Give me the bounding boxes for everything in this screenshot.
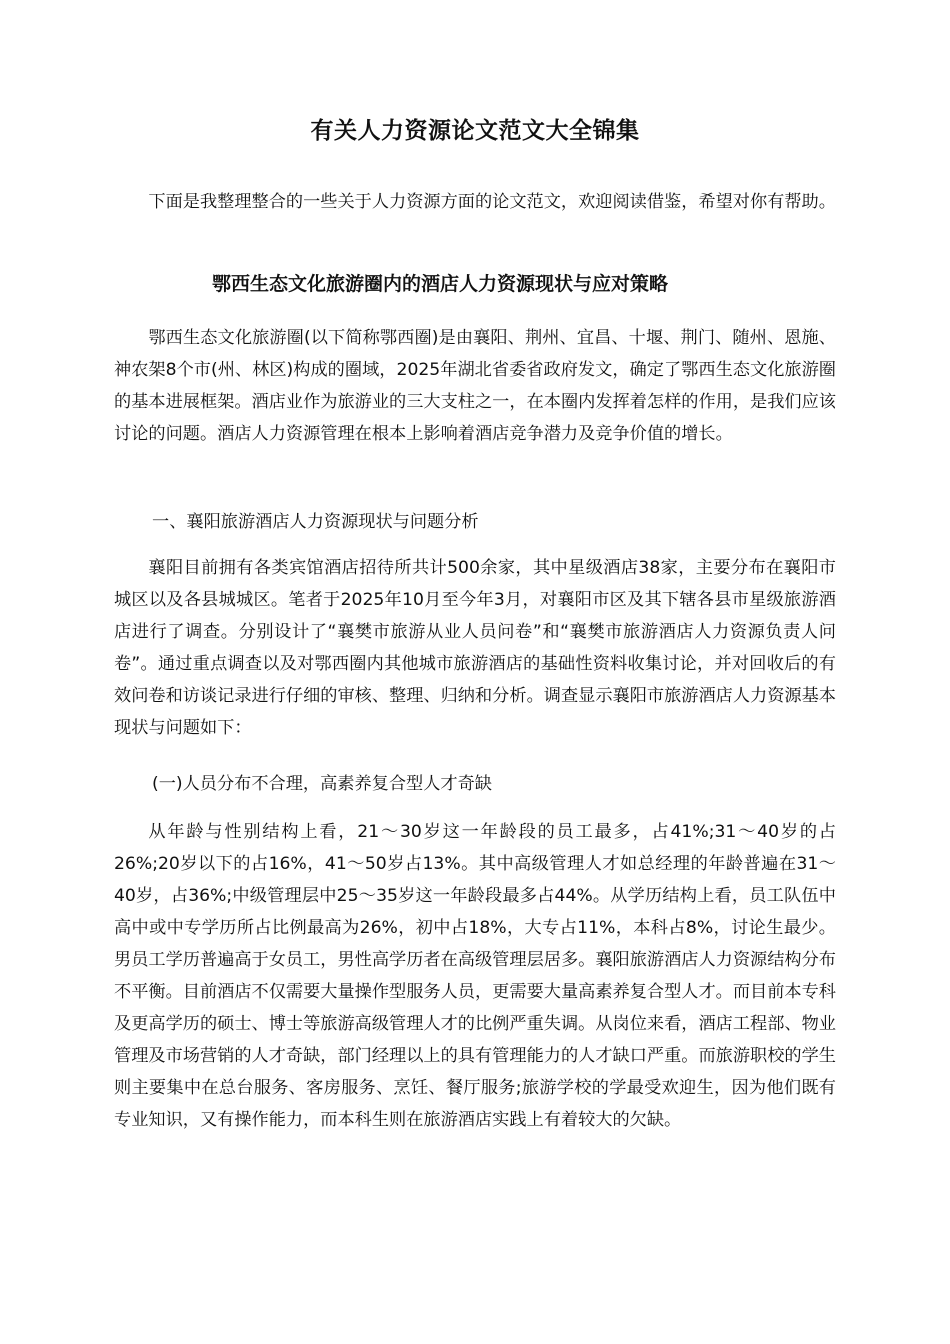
section-heading-2: (一)人员分布不合理，高素养复合型人才奇缺 [152,774,492,794]
article-title: 鄂西生态文化旅游圈内的酒店人力资源现状与应对策略 [211,273,668,295]
intro-paragraph: 下面是我整理整合的一些关于人力资源方面的论文范文，欢迎阅读借鉴，希望对你有帮助。 [148,192,836,212]
paragraph-3: 从年龄与性别结构上看，21～30岁这一年龄段的员工最多，占41%;31～40岁的占26%;20岁以下的占16%，41～50岁占13%。其中高级管理人才如总经理的年龄普遍在31～40岁，占36%;中级管理层中25～35岁这一年龄段最多占44%。从学历结构上看，员工队伍中高中或中专学历所占比例最高为26%，初中占18%，大专占11%，本科占8%，讨论生最少。男员工学历普遍高于女员工，男性高学历者在高级管理层居多。襄阳旅游酒店人力资源结构分布不平衡。目前酒店不仅需要大量操作型服务人员，更需要大量高素养复合型人才。而目前本专科及更高学历的硕士、博士等旅游高级管理人才的比例严重失调。从岗位来看，酒店工程部、物业管理及市场营销的人才奇缺，部门经理以上的具有管理能力的人才缺口严重。而旅游职校的学生则主要集中在总台服务、客房服务、烹饪、餐厅服务;旅游学校的学最受欢迎生，因为他们既有专业知识，又有操作能力，而本科生则在旅游酒店实践上有着较大的欠缺。 [114,822,836,1130]
section-heading-1: 一、襄阳旅游酒店人力资源现状与问题分析 [152,512,479,532]
paragraph-2: 襄阳目前拥有各类宾馆酒店招待所共计500余家，其中星级酒店38家，主要分布在襄阳市城区以及各县城城区。笔者于2025年10月至今年3月，对襄阳市区及其下辖各县市星级旅游酒店进行了调查。分别设计了“襄樊市旅游从业人员问卷”和“襄樊市旅游酒店人力资源负责人问卷”。通过重点调查以及对鄂西圈内其他城市旅游酒店的基础性资料收集讨论，并对回收后的有效问卷和访谈记录进行仔细的审核、整理、归纳和分析。调查显示襄阳市旅游酒店人力资源基本现状与问题如下： [114,558,836,738]
paragraph-1: 鄂西生态文化旅游圈(以下简称鄂西圈)是由襄阳、荆州、宜昌、十堰、荆门、随州、恩施、神农架8个市(州、林区)构成的圈域，2025年湖北省委省政府发文，确定了鄂西生态文化旅游圈的基本进展框架。酒店业作为旅游业的三大支柱之一，在本圈内发挥着怎样的作用，是我们应该讨论的问题。酒店人力资源管理在根本上影响着酒店竞争潜力及竞争价值的增长。 [114,328,836,444]
page-title: 有关人力资源论文范文大全锦集 [310,118,640,144]
